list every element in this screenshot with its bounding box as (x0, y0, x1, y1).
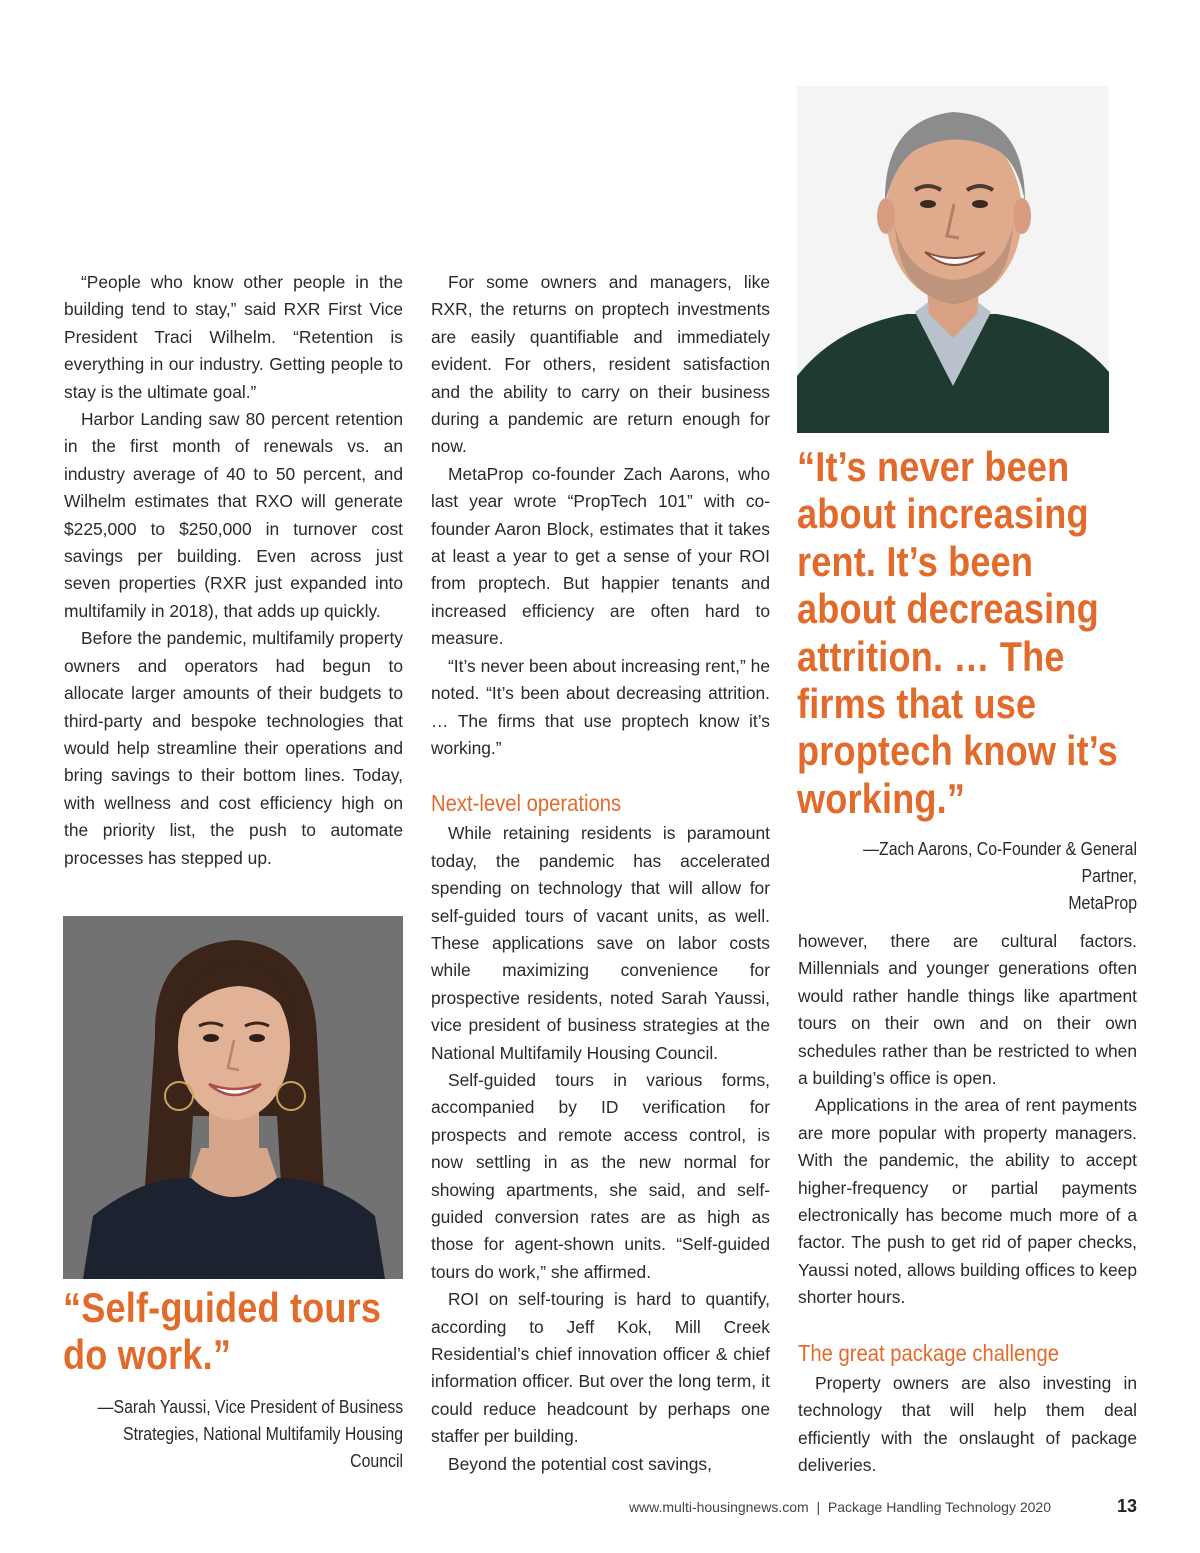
attribution-line-1: —Sarah Yaussi, Vice President of Business (97, 1397, 403, 1417)
page-footer (500, 1496, 1137, 1522)
paragraph: While retaining residents is paramount today, the pandemic has accelerated spending on technology that will allow for self-guided tours of vacant units, as well. These applications save on labor costs while maximizing convenience for prospective residents, noted Sarah Yaussi, vice president of business strategies at the National Multifamily Housing Council. (431, 823, 770, 1063)
attribution-line-2: MetaProp (1068, 893, 1137, 913)
section-heading-package-challenge: The great package challenge (798, 1339, 1060, 1366)
paragraph: Applications in the area of rent payments are more popular with property managers. With the pandemic, the ability to accept higher-frequency or partial payments electronically has become much more of a factor. The push to get rid of paper checks, Yaussi noted, allows building offices to keep shorter hours. (798, 1095, 1137, 1308)
paragraph: Beyond the potential cost savings, (448, 1453, 712, 1474)
paragraph: however, there are cultural factors. Millennials and younger generations often would rather handle things like apartment tours on their own and on their own schedules rather than be restricted to when a building’s office is open. (798, 931, 1137, 1089)
paragraph: For some owners and managers, like RXR, the returns on proptech investments are easily quantifiable and immediately evident. For others, resident satisfaction and the ability to carry on their business during a pandemic are return enough for now. (431, 272, 770, 457)
footer-publication-line: www.multi-housingnews.com | Package Handling Technology 2020 (628, 1499, 1051, 1515)
paragraph: Self-guided tours in various forms, accompanied by ID verification for prospects and remote access control, is now settling in as the new normal for showing apartments, she said, and self-guided conversion rates are as high as those for agent-shown units. “Self-guided tours do work,” she affirmed. (431, 1069, 770, 1282)
paragraph: MetaProp co-founder Zach Aarons, who last year wrote “PropTech 101” with co-founder Aaron Block, estimates that it takes at least a year to get a sense of your ROI from proptech. But happier tenants and increased efficiency are often hard to measure. (431, 463, 770, 649)
pull-quote-attribution-zach (780, 836, 1137, 917)
pull-quote-zach-aarons: “It’s never been about increasing rent. It’s been about decreasing attrition. … The firms that use proptech know it’s working.” (797, 443, 1118, 822)
zach-aarons-photo (797, 86, 1109, 433)
paragraph: “People who know other people in the building tend to stay,” said RXR First Vice President Traci Wilhelm. “Retention is everything in our industry. Getting people to stay is the ultimate goal.” (64, 272, 403, 402)
zach-aarons-portrait-illustration (797, 86, 1109, 433)
article-column-1 (64, 269, 403, 872)
attribution-line-1: —Zach Aarons, Co-Founder & General Partner, (863, 839, 1137, 886)
paragraph: Property owners are also investing in technology that will help them deal efficiently with the onslaught of package deliveries. (798, 1372, 1137, 1475)
pull-quote-sarah-yaussi: “Self-guided tours do work.” (63, 1284, 382, 1378)
article-column-3 (798, 928, 1137, 1479)
paragraph: “It’s never been about increasing rent,” he noted. “It’s been about decreasing attrition. … The firms that use proptech know it’s working.” (431, 655, 770, 758)
article-column-2 (431, 269, 770, 1478)
page-number: 13 (1116, 1496, 1137, 1516)
section-heading-next-level-operations: Next-level operations (431, 790, 622, 817)
pull-quote-attribution-sarah (40, 1394, 403, 1475)
sarah-yaussi-photo (63, 916, 403, 1279)
paragraph: ROI on self-touring is hard to quantify, according to Jeff Kok, Mill Creek Residential’s chief innovation officer & chief information officer. But over the long term, it could reduce headcount by perhaps one staffer per building. (431, 1289, 770, 1447)
attribution-line-2: Strategies, National Multifamily Housing Council (123, 1424, 403, 1471)
paragraph: Before the pandemic, multifamily property owners and operators had begun to allocate larger amounts of their budgets to third-party and bespoke technologies that would help streamline their operations and bring savings to their bottom lines. Today, with wellness and cost efficiency high on the priority list, the push to automate processes has stepped up. (64, 628, 403, 868)
sarah-yaussi-portrait-illustration (63, 916, 403, 1279)
paragraph: Harbor Landing saw 80 percent retention in the first month of renewals vs. an industry average of 40 to 50 percent, and Wilhelm estimates that RXO will generate $225,000 to $250,000 in turnover cost savings per building. Even across just seven properties (RXR just expanded into multifamily in 2018), that adds up quickly. (64, 409, 403, 621)
